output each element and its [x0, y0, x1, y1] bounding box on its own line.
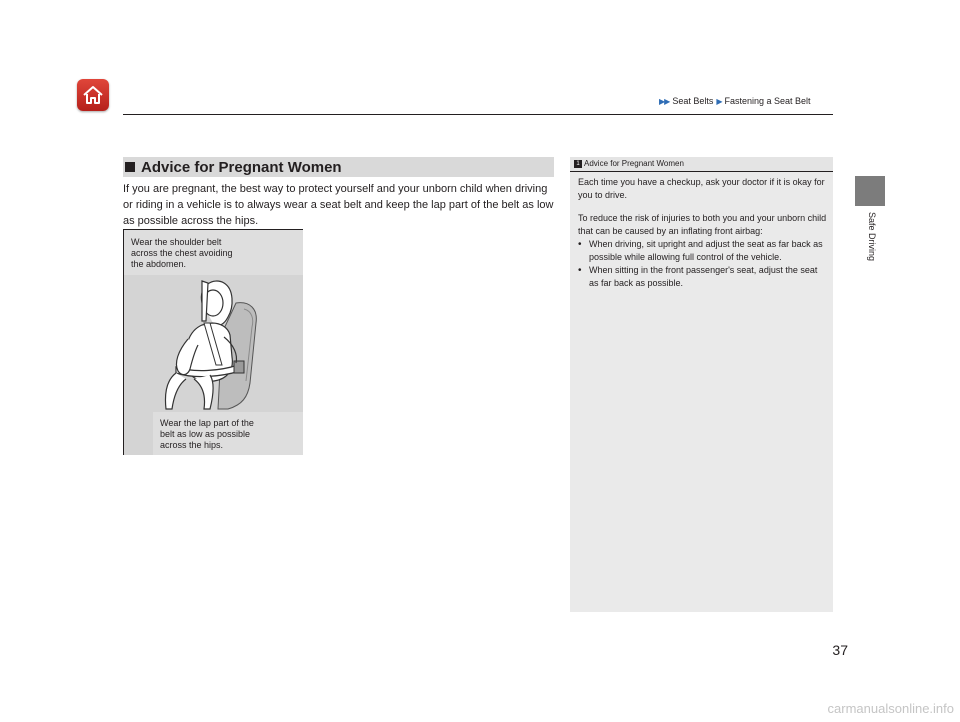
note-mark-icon: 1: [574, 160, 582, 168]
note-title: Advice for Pregnant Women: [584, 159, 684, 168]
section-heading: [123, 157, 554, 177]
callout-shoulder-line-3: the abdomen.: [131, 259, 187, 269]
callout-lap-line-2: belt as low as possible: [160, 429, 251, 439]
home-button[interactable]: [77, 79, 109, 111]
note-bullet-list: [578, 238, 828, 290]
home-icon: [81, 83, 105, 107]
page-number: 37: [832, 642, 848, 658]
chapter-label: Safe Driving: [867, 212, 877, 262]
note-panel: [570, 157, 833, 612]
note-header: [570, 157, 833, 172]
watermark: carmanualsonline.info: [827, 701, 954, 716]
note-bullet: • When driving, sit upright and adjust the seat as far back as possible while allowing full control of the vehicle.: [578, 238, 828, 264]
callout-lap-line-3: across the hips.: [160, 440, 224, 450]
breadcrumb-arrow-icon: ▶: [716, 96, 722, 106]
breadcrumb: [659, 95, 811, 107]
breadcrumb-item-fastening[interactable]: Fastening a Seat Belt: [724, 96, 811, 106]
note-bullet: • When sitting in the front passenger's seat, adjust the seat as far back as possible.: [578, 264, 828, 290]
callout-lap-line-1: Wear the lap part of the: [160, 418, 254, 428]
breadcrumb-item-seat-belts[interactable]: Seat Belts: [672, 96, 714, 106]
section-body: If you are pregnant, the best way to protect yourself and your unborn child when driving or riding in a vehicle is to always wear a seat belt and keep the lap part of the belt as low as possible across the hips.: [123, 183, 554, 227]
pregnant-woman-illustration: [158, 273, 268, 415]
figure-left-rule: [123, 229, 124, 455]
breadcrumb-arrow-icon: ▶▶: [659, 96, 670, 106]
callout-shoulder-line-2: across the chest avoiding: [131, 248, 233, 258]
chapter-tab[interactable]: [855, 176, 885, 206]
note-body: [578, 176, 828, 290]
note-paragraph: Each time you have a checkup, ask your doctor if it is okay for you to drive.: [578, 177, 825, 200]
square-bullet-icon: [125, 162, 135, 172]
note-paragraph: To reduce the risk of injuries to both you and your unborn child that can be caused by an inflating front airbag:: [578, 213, 827, 236]
section-title: Advice for Pregnant Women: [141, 158, 342, 176]
callout-shoulder-line-1: Wear the shoulder belt: [131, 237, 222, 247]
header-divider: [123, 114, 833, 115]
pregnant-seatbelt-figure: [123, 229, 303, 455]
figure-top-rule: [123, 229, 303, 230]
